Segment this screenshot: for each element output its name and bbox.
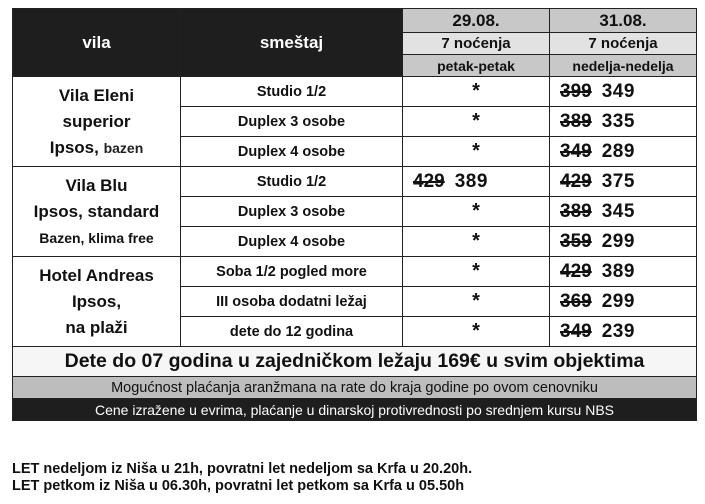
room-type: dete do 12 godina	[181, 317, 403, 347]
header-vila: vila	[13, 9, 181, 77]
header-nights-2: 7 noćenja	[550, 33, 697, 55]
old-price: 349	[560, 140, 592, 162]
price-period-1: *	[403, 257, 550, 287]
vila-name-cell	[13, 257, 181, 347]
room-type: Studio 1/2	[181, 167, 403, 197]
vila-extra: bazen	[103, 139, 144, 156]
room-type: Soba 1/2 pogled more	[181, 257, 403, 287]
vila-location: Ipsos,	[49, 137, 99, 157]
vila-name-line: Vila Eleni	[58, 85, 135, 105]
vila-name-line: Hotel Andreas	[39, 265, 154, 285]
room-type: III osoba dodatni ležaj	[181, 287, 403, 317]
old-price: 429	[560, 170, 592, 192]
price-period-1	[403, 167, 550, 197]
price-period-2	[550, 107, 697, 137]
new-price: 389	[601, 260, 635, 282]
flight-info-line: LET petkom iz Niša u 06.30h, povratni let petkom sa Krfa u 05.50h	[12, 478, 465, 494]
header-nights-1: 7 noćenja	[403, 33, 550, 55]
new-price: 349	[601, 80, 635, 102]
vila-name-line	[13, 135, 180, 161]
price-period-1: *	[403, 287, 550, 317]
price-period-2	[550, 167, 697, 197]
installments-note: Mogućnost plaćanja aranžmana na rate do kraja godine po ovom cenovniku	[13, 377, 697, 399]
room-type: Duplex 3 osobe	[181, 107, 403, 137]
price-table	[12, 8, 697, 421]
price-period-1: *	[403, 137, 550, 167]
price-period-1: *	[403, 197, 550, 227]
price-period-1: *	[403, 227, 550, 257]
new-price: 299	[601, 230, 635, 252]
price-period-1: *	[403, 77, 550, 107]
new-price: 239	[601, 320, 635, 342]
header-date-2: 31.08.	[550, 9, 697, 33]
vila-name-cell	[13, 167, 181, 257]
room-type: Duplex 3 osobe	[181, 197, 403, 227]
old-price: 389	[560, 200, 592, 222]
vila-name-cell	[13, 77, 181, 167]
old-price: 359	[560, 230, 592, 252]
vila-name-line: superior	[62, 111, 131, 131]
header-days-1: petak-petak	[403, 55, 550, 77]
room-type: Studio 1/2	[181, 77, 403, 107]
price-period-2	[550, 137, 697, 167]
price-period-1: *	[403, 107, 550, 137]
currency-note: Cene izražene u evrima, plaćanje u dinarskoj protivrednosti po srednjem kursu NBS	[13, 399, 697, 421]
flight-info	[12, 461, 472, 495]
new-price: 345	[601, 200, 635, 222]
table-row	[13, 77, 697, 107]
table-row	[13, 257, 697, 287]
vila-name-line: Ipsos, standard	[33, 201, 160, 221]
room-type: Duplex 4 osobe	[181, 137, 403, 167]
price-period-2	[550, 287, 697, 317]
old-price: 429	[413, 170, 445, 192]
table-row	[13, 167, 697, 197]
old-price: 349	[560, 320, 592, 342]
old-price: 389	[560, 110, 592, 132]
flight-info-line: LET nedeljom iz Niša u 21h, povratni let nedeljom sa Krfa u 20.20h.	[12, 461, 473, 477]
header-days-2: nedelja-nedelja	[550, 55, 697, 77]
new-price: 299	[601, 290, 635, 312]
child-note: Dete do 07 godina u zajedničkom ležaju 169€ u svim objektima	[13, 347, 697, 377]
vila-name-line: na plaži	[65, 317, 128, 337]
vila-name-line: Ipsos,	[71, 291, 122, 311]
price-period-2	[550, 257, 697, 287]
price-period-2	[550, 77, 697, 107]
vila-extra: Bazen, klima free	[39, 229, 154, 246]
new-price: 375	[601, 170, 635, 192]
new-price: 289	[601, 140, 635, 162]
vila-name-line: Vila Blu	[65, 175, 128, 195]
price-period-2	[550, 317, 697, 347]
new-price: 335	[601, 110, 635, 132]
price-period-2	[550, 227, 697, 257]
room-type: Duplex 4 osobe	[181, 227, 403, 257]
old-price: 399	[560, 80, 592, 102]
price-period-2	[550, 197, 697, 227]
old-price: 429	[560, 260, 592, 282]
new-price: 389	[454, 170, 488, 192]
header-smestaj: smeštaj	[181, 9, 403, 77]
header-date-1: 29.08.	[403, 9, 550, 33]
old-price: 369	[560, 290, 592, 312]
price-period-1: *	[403, 317, 550, 347]
